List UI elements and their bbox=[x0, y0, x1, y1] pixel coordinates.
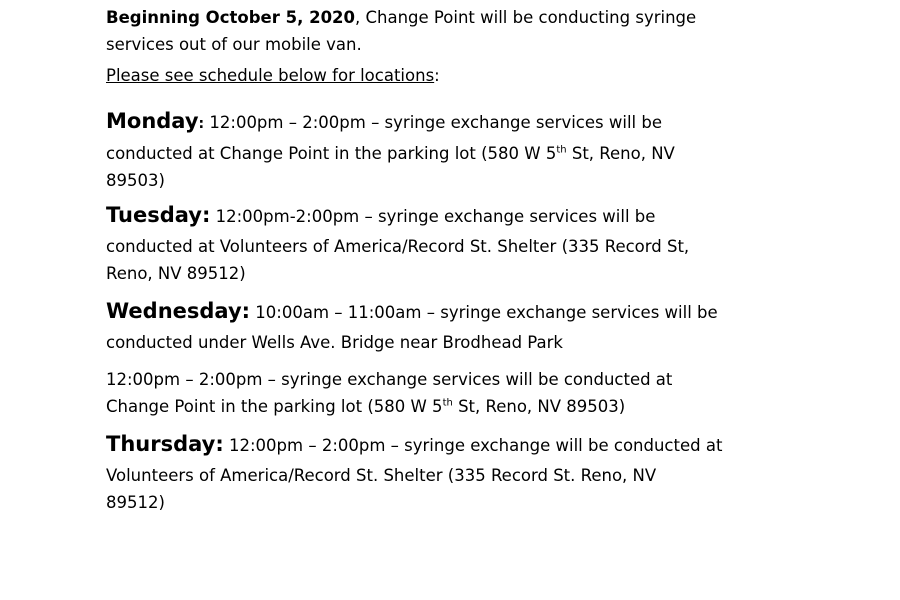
wednesday-2-line-2-end: St, Reno, NV 89503) bbox=[452, 397, 626, 416]
tuesday-line-1: 12:00pm-2:00pm – syringe exchange services will be bbox=[210, 207, 656, 226]
schedule-header-text: Please see schedule below for locations bbox=[106, 66, 435, 85]
thursday-label: Thursday: bbox=[106, 432, 224, 456]
intro-line-2: services out of our mobile van. bbox=[106, 35, 362, 54]
thursday-entry bbox=[106, 428, 886, 516]
schedule-header-colon: : bbox=[434, 66, 440, 85]
monday-line-1: 12:00pm – 2:00pm – syringe exchange services will be bbox=[204, 113, 662, 132]
monday-sup: th bbox=[556, 144, 567, 156]
tuesday-label: Tuesday: bbox=[106, 203, 211, 227]
start-date: Beginning October 5, 2020 bbox=[106, 8, 356, 27]
tuesday-line-3: Reno, NV 89512) bbox=[106, 264, 246, 283]
thursday-line-3: 89512) bbox=[106, 493, 165, 512]
schedule-header bbox=[106, 62, 886, 89]
document-page bbox=[106, 4, 886, 516]
tuesday-line-2: conducted at Volunteers of America/Record St. Shelter (335 Record St, bbox=[106, 237, 690, 256]
wednesday-label: Wednesday: bbox=[106, 299, 251, 323]
thursday-line-2: Volunteers of America/Record St. Shelter (335 Record St. Reno, NV bbox=[106, 466, 657, 485]
monday-line-3: 89503) bbox=[106, 171, 165, 190]
monday-entry bbox=[106, 105, 886, 194]
wednesday-2-line-1: 12:00pm – 2:00pm – syringe exchange services will be conducted at bbox=[106, 370, 673, 389]
monday-label: Monday bbox=[106, 109, 199, 133]
thursday-line-1: 12:00pm – 2:00pm – syringe exchange will be conducted at bbox=[223, 436, 723, 455]
tuesday-entry bbox=[106, 199, 886, 287]
monday-line-2-end: St, Reno, NV bbox=[566, 144, 675, 163]
wednesday-2-line-2: Change Point in the parking lot (580 W 5 bbox=[106, 397, 443, 416]
wednesday-line-1: 10:00am – 11:00am – syringe exchange services will be bbox=[250, 303, 718, 322]
intro-line-1: , Change Point will be conducting syringe bbox=[355, 8, 697, 27]
monday-line-2: conducted at Change Point in the parking lot (580 W 5 bbox=[106, 144, 557, 163]
monday-colon: : bbox=[198, 116, 205, 132]
wednesday-entry bbox=[106, 295, 886, 356]
wednesday-2-sup: th bbox=[442, 397, 453, 409]
wednesday-second-entry bbox=[106, 366, 886, 420]
wednesday-line-2: conducted under Wells Ave. Bridge near Brodhead Park bbox=[106, 333, 563, 352]
intro-paragraph bbox=[106, 4, 886, 58]
